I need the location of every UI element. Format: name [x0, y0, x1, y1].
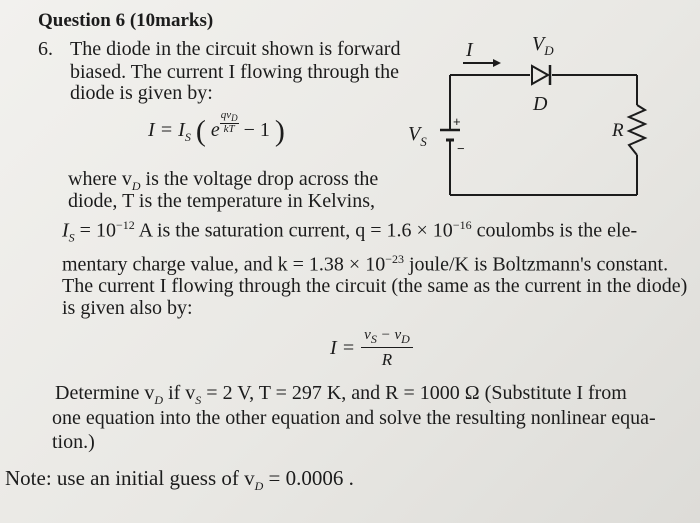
- determine-line-1: Determine $v_D$ if $v_S = 2$ V, T = 297 K, and R = 1000 Ω (Substitute I from: [55, 382, 627, 407]
- given-also-line: is given also by:: [62, 297, 193, 319]
- resistor-label: R: [612, 120, 624, 141]
- plus-sign: +: [453, 114, 461, 129]
- intro-line-1: The diode in the circuit shown is forward: [70, 38, 401, 60]
- question-number: 6.: [38, 38, 53, 60]
- question-heading: Question 6 (10marks): [38, 10, 214, 31]
- minus-sign: −: [457, 141, 465, 156]
- source-label: $V_S$: [408, 123, 427, 149]
- where-line-2: diode, T is the temperature in Kelvins,: [68, 190, 375, 212]
- diode-label: D: [533, 93, 548, 115]
- diode-equation: $I = I_S$ ( e $qv_D$ kT − 1 ): [148, 109, 285, 148]
- circuit-diagram: [400, 30, 700, 215]
- vd-label: $V_D$: [532, 33, 554, 58]
- where-line-1: where $v_D$ is the voltage drop across the: [68, 168, 379, 193]
- determine-line-2: one equation into the other equation and solve the resulting nonlinear equa-: [52, 407, 656, 429]
- current-arrow-head: [493, 59, 501, 67]
- saturation-current-line: $I_S = 10^{-12}$ A is the saturation current, $q = 1.6 \times 10^{-16}$ coulombs is the ele-: [62, 218, 638, 245]
- intro-line-2: biased. The current I flowing through the: [70, 61, 399, 83]
- ohms-equation: I = $\frac{v_S - v_D}{R}$: [330, 328, 413, 368]
- note-line: Note: use an initial guess of $v_D = 0.0006$ .: [5, 466, 354, 494]
- resistor-zigzag: [629, 105, 645, 155]
- intro-line-3: diode is given by:: [70, 82, 213, 104]
- current-line: The current I flowing through the circuit (the same as the current in the diode): [62, 275, 688, 297]
- diode-triangle: [532, 66, 548, 84]
- boltzmann-line: mentary charge value, and $k = 1.38 \times 10^{-23}$ joule/K is Boltzmann's constant.: [62, 252, 669, 276]
- current-label: I: [466, 39, 473, 61]
- determine-line-3: tion.): [52, 431, 95, 453]
